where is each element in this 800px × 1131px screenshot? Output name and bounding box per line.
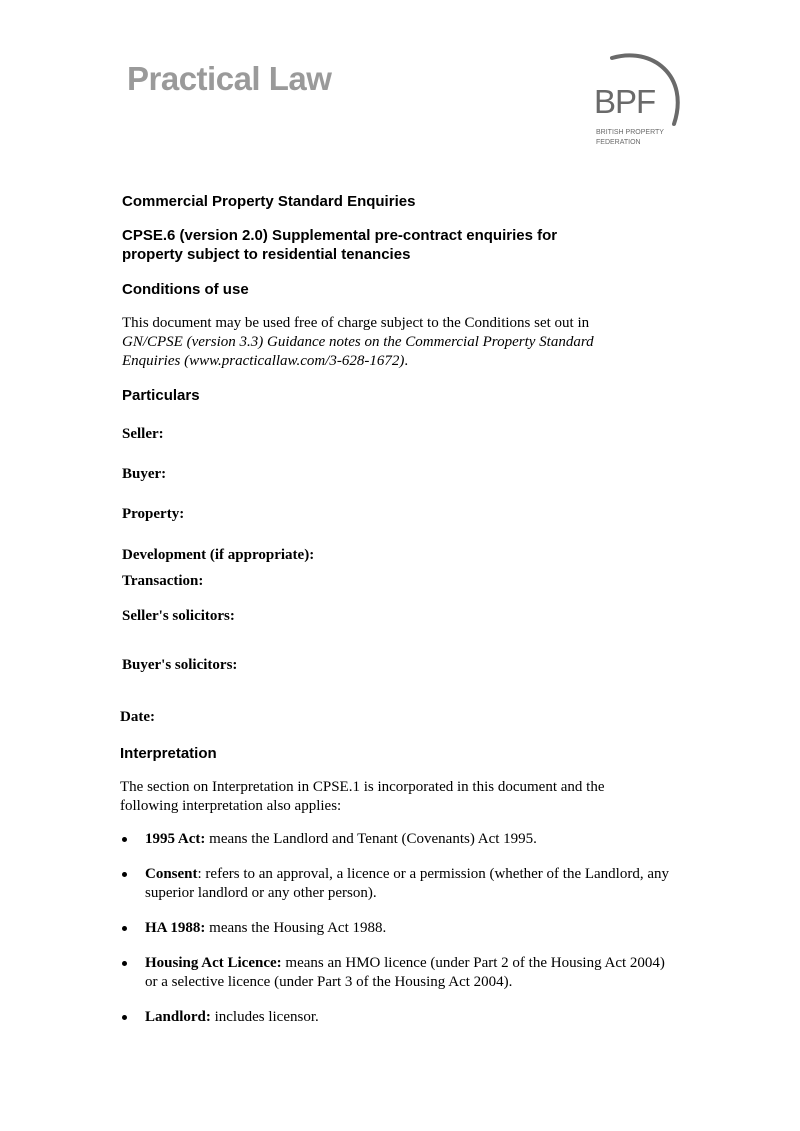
definition-item: [120, 830, 680, 849]
practical-law-logo: Practical Law: [127, 60, 332, 97]
definition-item: [120, 954, 680, 992]
definition-term: Housing Act Licence:: [145, 955, 282, 971]
conditions-heading: Conditions of use: [122, 281, 249, 298]
conditions-line1: This document may be used free of charge subject to the Conditions set out in: [122, 315, 590, 331]
definition-item: [120, 865, 680, 903]
definition-term: Consent: [145, 866, 198, 882]
period: .: [404, 353, 409, 369]
definition-term: 1995 Act:: [145, 831, 206, 847]
definition-text: means the Landlord and Tenant (Covenants) Act 1995.: [205, 831, 537, 847]
definition-text: includes licensor.: [210, 1009, 319, 1025]
definition-text: means the Housing Act 1988.: [205, 920, 387, 936]
buyers-solicitors-label: Buyer's solicitors:: [122, 657, 238, 673]
property-label: Property:: [122, 506, 185, 522]
definition-text: means an HMO licence (under Part 2 of the Housing Act 2004) or a selective licence (under Part 3 of the Housing Act 2004).: [145, 955, 665, 990]
transaction-label: Transaction:: [122, 573, 204, 589]
bpf-logo: [582, 46, 692, 156]
seller-label: Seller:: [122, 426, 164, 442]
document-title-line1: CPSE.6 (version 2.0) Supplemental pre-contract enquiries for: [122, 227, 558, 244]
definition-term: HA 1988:: [145, 920, 206, 936]
definition-text: : refers to an approval, a licence or a permission (whether of the Landlord, any superior landlord or any other person).: [145, 866, 669, 901]
definitions-list: [120, 830, 680, 1027]
bpf-subtitle-line2: FEDERATION: [596, 139, 641, 146]
guidance-notes-reference: Enquiries (www.practicallaw.com/3-628-1672): [122, 353, 405, 369]
conditions-line3: [122, 352, 408, 371]
buyer-label: Buyer:: [122, 466, 167, 482]
bpf-subtitle: [596, 128, 664, 148]
definition-item: [120, 919, 680, 938]
bpf-subtitle-line1: BRITISH PROPERTY: [596, 129, 664, 136]
definition-item: [120, 1008, 680, 1027]
definition-term: Landlord:: [145, 1009, 211, 1025]
interpretation-heading: Interpretation: [120, 745, 217, 762]
conditions-line2: GN/CPSE (version 3.3) Guidance notes on the Commercial Property Standard: [122, 334, 594, 350]
sellers-solicitors-label: Seller's solicitors:: [122, 608, 235, 624]
date-label: Date:: [120, 709, 155, 725]
document-title-line2: property subject to residential tenancies: [122, 246, 411, 263]
particulars-heading: Particulars: [122, 387, 200, 404]
series-title: Commercial Property Standard Enquiries: [122, 193, 416, 210]
development-label: Development (if appropriate):: [122, 547, 315, 563]
interpretation-intro-line1: The section on Interpretation in CPSE.1 is incorporated in this document and the: [120, 779, 605, 795]
interpretation-intro-line2: following interpretation also applies:: [120, 798, 342, 814]
bpf-mark: BPF: [594, 83, 656, 120]
